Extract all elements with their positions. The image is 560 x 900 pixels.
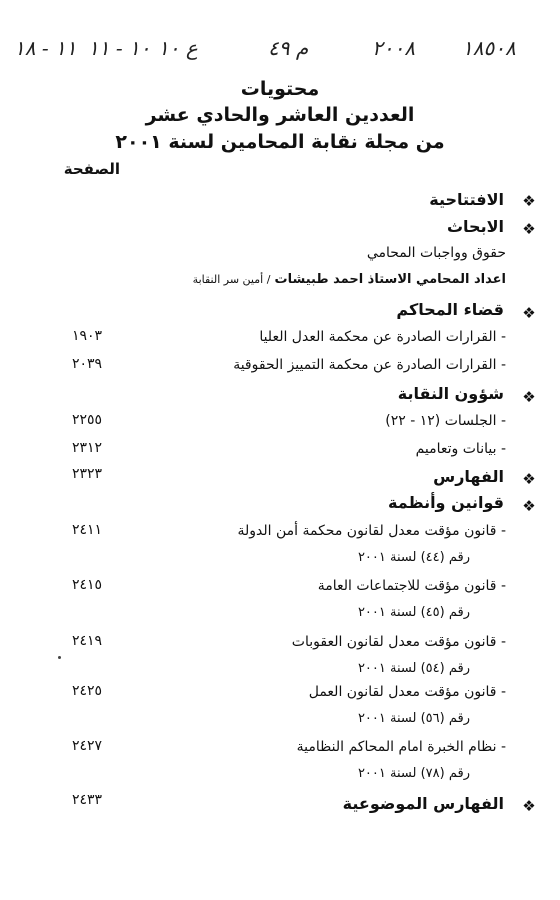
page-number: ١٩٠٣ [72,328,103,344]
author-name: اعداد المحامي الاستاذ احمد طبيشات [274,272,506,287]
list-item: - القرارات الصادرة عن محكمة التمييز الحقوقية [233,357,506,373]
page-column-label: الصفحة [63,160,120,178]
list-item: - بيانات وتعاميم [415,441,506,457]
section-laws: قوانين وأنظمة [388,493,504,512]
law-number: رقم (٤٥) لسنة ٢٠٠١ [357,605,470,620]
list-item: - نظام الخبرة امام المحاكم النظامية [296,739,506,755]
list-item: - قانون مؤقت معدل لقانون العقوبات [291,634,506,650]
list-item: - قانون مؤقت معدل لقانون العمل [308,684,506,700]
handwritten-volume: م ٤٩ [268,36,309,60]
section-subject-indexes: الفهارس الموضوعية [342,794,504,813]
law-number: رقم (٥٦) لسنة ٢٠٠١ [357,711,470,726]
handwritten-annotation [0,36,560,72]
section-judiciary: قضاء المحاكم [396,300,504,319]
handwritten-number: ١٨٥٠٨ [462,36,516,60]
list-item: - قانون مؤقت للاجتماعات العامة [317,578,506,594]
law-number: رقم (٧٨) لسنة ٢٠٠١ [357,766,470,781]
list-item: - القرارات الصادرة عن محكمة العدل العليا [259,329,506,345]
page-number: ٢٣٢٣ [72,466,103,482]
bullet-icon: ❖ [522,304,536,322]
page-number: ٢٤٢٥ [72,683,103,699]
bullet-icon: ❖ [522,192,536,210]
bullet-icon: ❖ [522,497,536,515]
handwritten-range-2: ١١ - ١٨ [14,36,77,60]
source-line: من مجلة نقابة المحامين لسنة ٢٠٠١ [115,131,445,153]
page-number: ٢٤١٩ [72,633,103,649]
list-item: - الجلسات (١٢ - ٢٢) [385,413,506,429]
handwritten-year: ٢٠٠٨ [372,36,415,60]
bullet-icon: ❖ [522,470,536,488]
page-number: ٢٣١٢ [72,440,103,456]
section-indexes: الفهارس [433,467,504,486]
bullet-icon: ❖ [522,220,536,238]
page-number: ٢٤١٥ [72,577,103,593]
author-line [193,272,506,287]
page-number: ٢٢٥٥ [72,412,103,428]
page-number: ٢٠٣٩ [72,356,103,372]
law-number: رقم (٥٤) لسنة ٢٠٠١ [357,661,470,676]
author-role: / أمين سر النقابة [192,273,271,286]
list-item: - قانون مؤقت معدل لقانون محكمة أمن الدولة [237,523,506,539]
section-editorial: الافتتاحية [429,190,504,209]
page-title: محتويات [240,78,320,100]
section-syndicate: شؤون النقابة [397,384,504,403]
handwritten-issue: ع ١٠ [158,36,198,60]
bullet-icon: ❖ [522,797,536,815]
section-research: الابحاث [446,217,504,236]
bullet-icon: ❖ [522,388,536,406]
law-number: رقم (٤٤) لسنة ٢٠٠١ [357,550,470,565]
research-item: حقوق وواجبات المحامي [366,245,506,261]
handwritten-range: ١٠ - ١١ [88,36,151,60]
page-number: ٢٤٢٧ [72,738,103,754]
scan-speck [58,656,61,659]
page-number: ٢٤١١ [72,522,103,538]
issue-subtitle: العددين العاشر والحادي عشر [145,104,415,126]
page-number: ٢٤٣٣ [72,792,103,808]
